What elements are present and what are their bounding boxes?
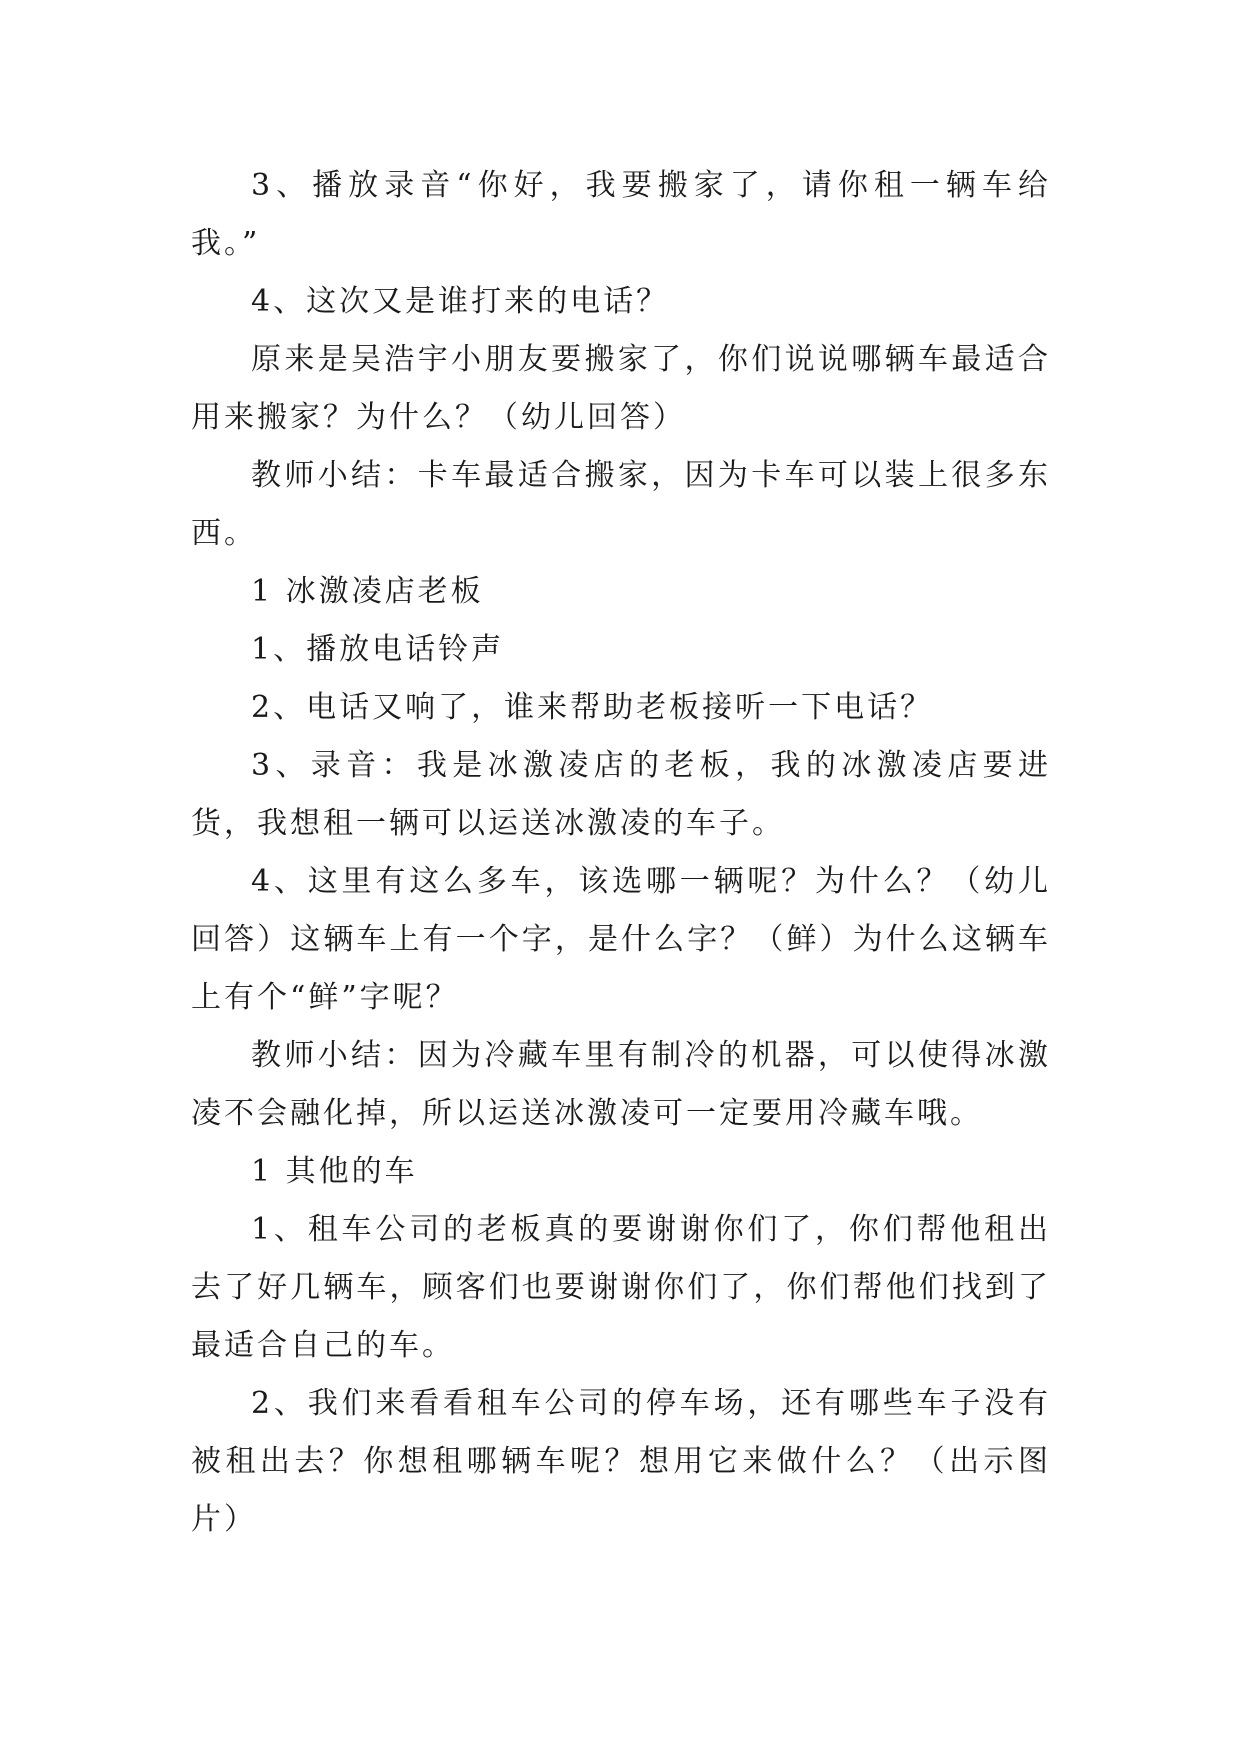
paragraph-3: 原来是吴浩宇小朋友要搬家了，你们说说哪辆车最适合用来搬家？为什么？（幼儿回答） [191, 342, 1051, 435]
paragraph-10: 教师小结：因为冷藏车里有制冷的机器，可以使得冰激凌不会融化掉，所以运送冰激凌可一定要用冷藏车哦。 [191, 1038, 1051, 1131]
paragraph-2: 4、这次又是谁打来的电话？ [251, 284, 670, 319]
paragraph-8: 3、录音：我是冰激凌店的老板，我的冰激凌店要进货，我想租一辆可以运送冰激凌的车子。 [191, 748, 1051, 841]
paragraph-6: 1、播放电话铃声 [251, 632, 505, 667]
paragraph-12: 1、租车公司的老板真的要谢谢你们了，你们帮他租出去了好几辆车，顾客们也要谢谢你们了，你们帮他们找到了最适合自己的车。 [191, 1212, 1051, 1363]
document-body [191, 157, 1051, 1549]
paragraph-1: 3、播放录音“你好，我要搬家了，请你租一辆车给我。” [191, 168, 1051, 261]
paragraph-4: 教师小结：卡车最适合搬家，因为卡车可以装上很多东西。 [191, 458, 1051, 551]
paragraph-7: 2、电话又响了，谁来帮助老板接听一下电话？ [251, 690, 934, 725]
paragraph-13: 2、我们来看看租车公司的停车场，还有哪些车子没有被租出去？你想租哪辆车呢？想用它来做什么？（出示图片） [191, 1386, 1051, 1537]
section-heading-other-cars: 1 其他的车 [251, 1154, 418, 1189]
section-heading-ice-cream: 1 冰激凌店老板 [251, 574, 484, 609]
paragraph-9: 4、这里有这么多车，该选哪一辆呢？为什么？（幼儿回答）这辆车上有一个字，是什么字？（鲜）为什么这辆车上有个“鲜”字呢？ [191, 864, 1051, 1015]
